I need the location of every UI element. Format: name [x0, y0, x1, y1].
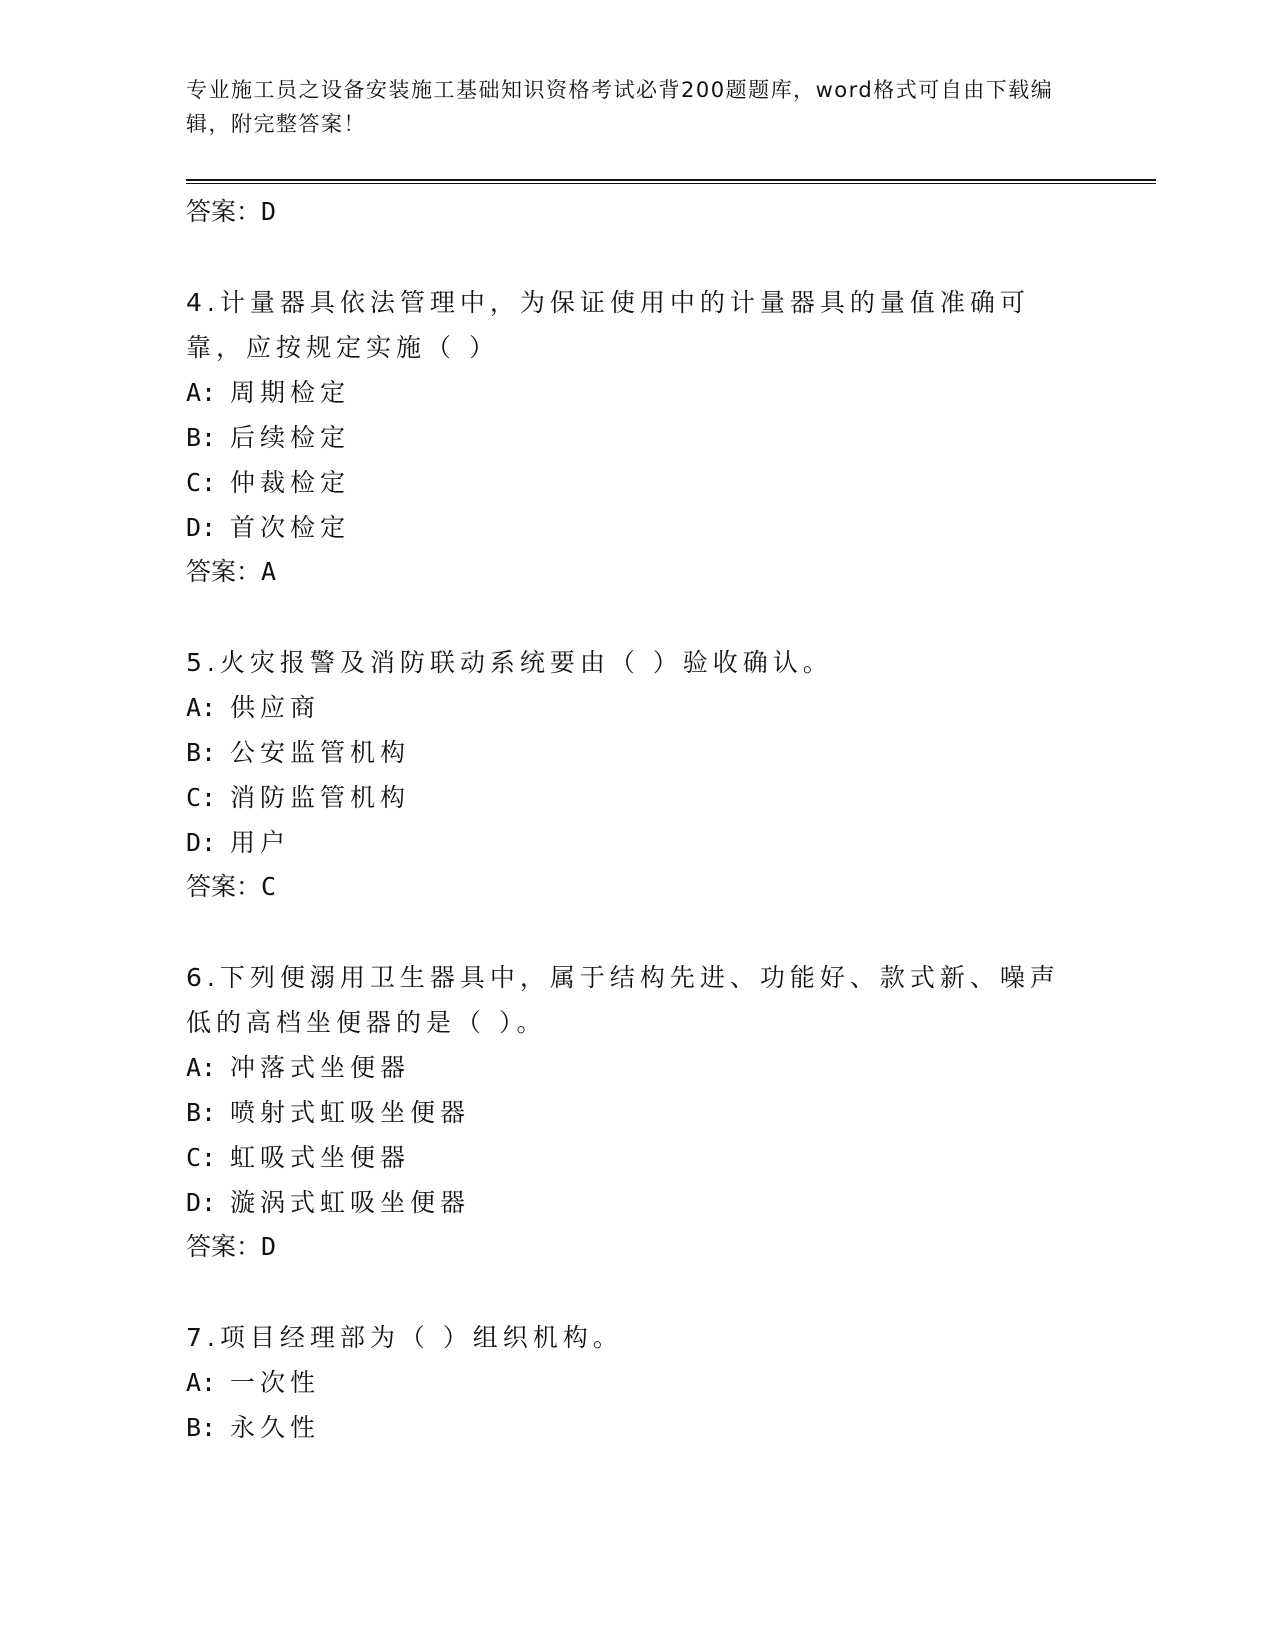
question-stem: 6.下列便溺用卫生器具中，属于结构先进、功能好、款式新、噪声低的高档坐便器的是（ ）。	[186, 963, 1060, 1037]
option-a	[186, 370, 1066, 415]
question-stem: 4.计量器具依法管理中，为保证使用中的计量器具的量值准确可靠，应按规定实施（ ）	[186, 288, 1030, 362]
option-d	[186, 505, 1066, 550]
question-item	[186, 640, 1066, 909]
option-text: 漩涡式虹吸坐便器	[230, 1188, 471, 1217]
option-b	[186, 730, 1066, 775]
option-c	[186, 1135, 1066, 1180]
option-b	[186, 1090, 1066, 1135]
option-text: 喷射式虹吸坐便器	[230, 1098, 471, 1127]
option-letter: B:	[186, 1098, 217, 1127]
answer-value: A	[261, 557, 277, 586]
question-item	[186, 1315, 1066, 1450]
header-divider-thick	[186, 179, 1156, 181]
option-letter: C:	[186, 783, 217, 812]
answer-label: 答案：	[186, 1232, 262, 1261]
option-d	[186, 820, 1066, 865]
option-letter: B:	[186, 738, 217, 767]
option-letter: D:	[186, 828, 217, 857]
option-text: 供应商	[230, 693, 321, 722]
answer-line	[186, 1225, 1066, 1269]
option-letter: A:	[186, 378, 217, 407]
option-a	[186, 685, 1066, 730]
option-text: 虹吸式坐便器	[230, 1143, 411, 1172]
option-letter: B:	[186, 423, 217, 452]
option-letter: D:	[186, 513, 217, 542]
option-text: 一次性	[230, 1368, 321, 1397]
question-stem: 5.火灾报警及消防联动系统要由（ ）验收确认。	[186, 648, 833, 677]
option-text: 后续检定	[230, 423, 351, 452]
answer-line	[186, 865, 1066, 909]
answer-line	[186, 550, 1066, 594]
option-letter: A:	[186, 693, 217, 722]
option-text: 永久性	[230, 1413, 321, 1442]
option-c	[186, 775, 1066, 820]
option-text: 公安监管机构	[230, 738, 411, 767]
option-b	[186, 1405, 1066, 1450]
question-list	[186, 190, 1066, 1450]
option-a	[186, 1360, 1066, 1405]
option-c	[186, 460, 1066, 505]
answer-label: 答案：	[186, 197, 262, 226]
question-item	[186, 955, 1066, 1269]
option-text: 消防监管机构	[230, 783, 411, 812]
header-divider-thin	[186, 183, 1156, 184]
answer-value: C	[261, 872, 277, 901]
question-item	[186, 280, 1066, 594]
option-letter: D:	[186, 1188, 217, 1217]
answer-label: 答案：	[186, 872, 262, 901]
option-text: 周期检定	[230, 378, 351, 407]
option-letter: A:	[186, 1053, 217, 1082]
question-stem: 7.项目经理部为（ ）组织机构。	[186, 1323, 623, 1352]
answer-value: D	[261, 197, 277, 226]
option-letter: C:	[186, 468, 217, 497]
option-a	[186, 1045, 1066, 1090]
option-letter: B:	[186, 1413, 217, 1442]
answer-value: D	[261, 1232, 277, 1261]
document-header: 专业施工员之设备安装施工基础知识资格考试必背200题题库，word格式可自由下载编辑，附完整答案！	[186, 78, 1054, 136]
option-text: 用户	[230, 828, 291, 857]
answer-label: 答案：	[186, 557, 262, 586]
option-letter: C:	[186, 1143, 217, 1172]
option-text: 首次检定	[230, 513, 351, 542]
option-text: 冲落式坐便器	[230, 1053, 411, 1082]
answer-line	[186, 190, 1066, 234]
option-text: 仲裁检定	[230, 468, 351, 497]
option-letter: A:	[186, 1368, 217, 1397]
option-b	[186, 415, 1066, 460]
option-d	[186, 1180, 1066, 1225]
